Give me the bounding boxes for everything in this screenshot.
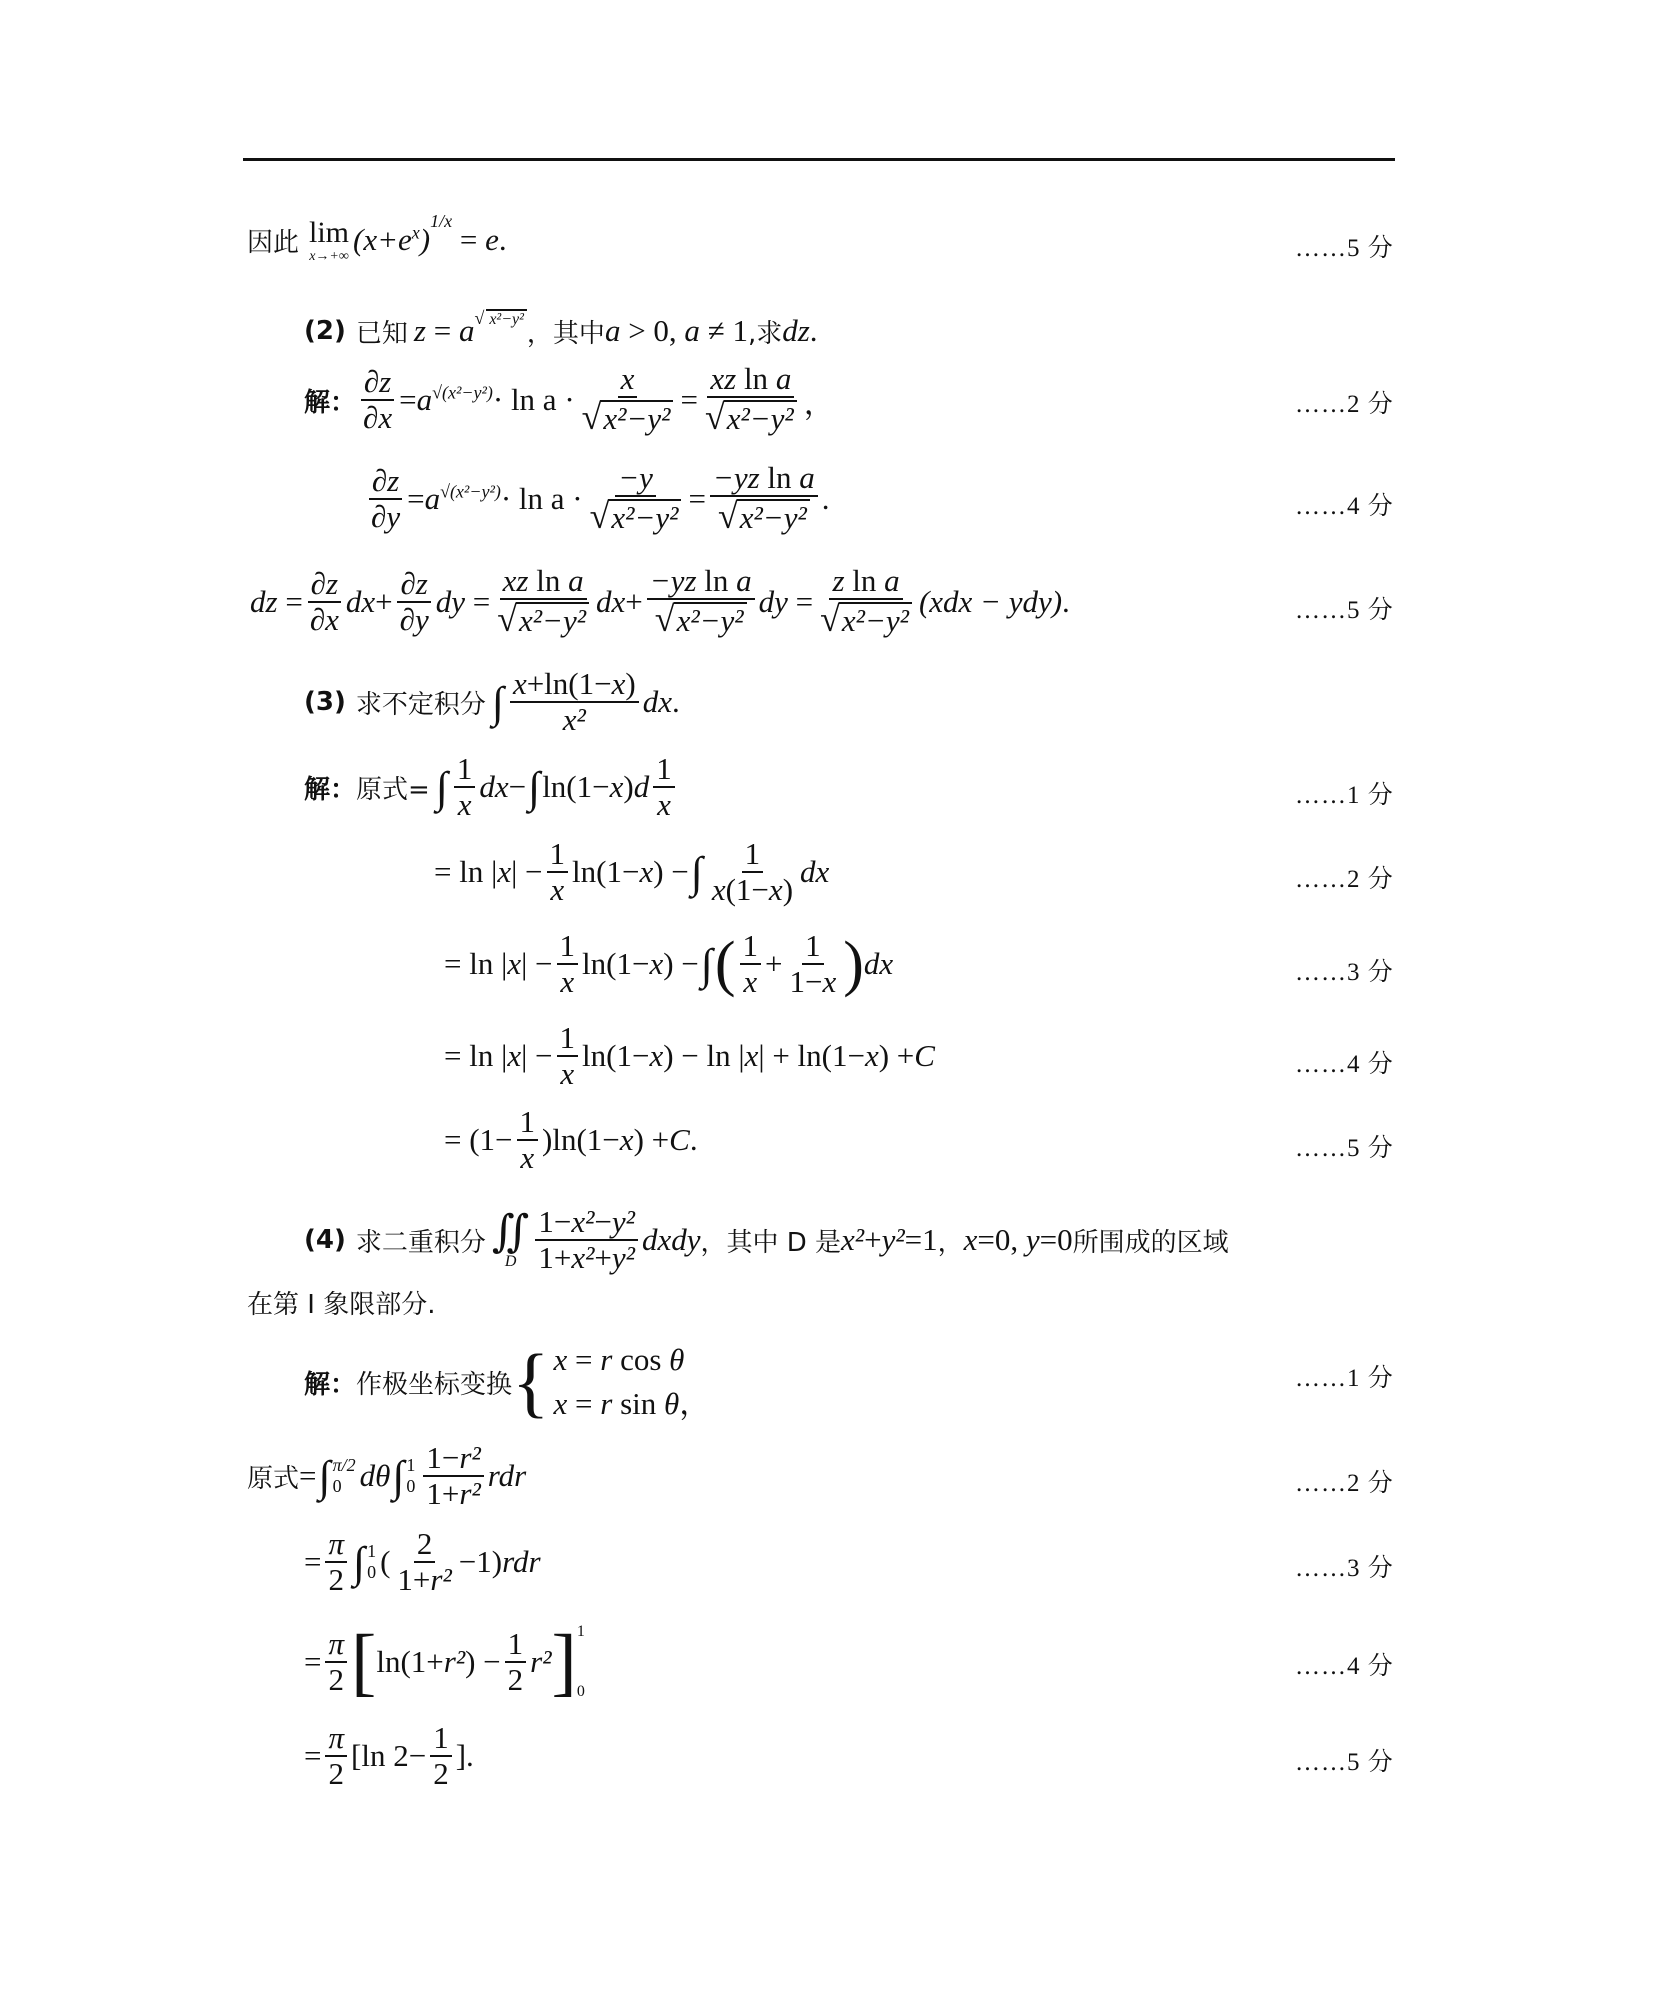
score-12: ……3 分: [1295, 1555, 1394, 1582]
limit-conclusion: 因此 lim x→+∞ $(x+e^x)^{1/x} = e$ .: [247, 210, 507, 264]
score-10: ……1 分: [1295, 1365, 1394, 1392]
solution-3-step4: = ln | x | − $\frac{1}{x}$ ln(1− x ) − ln | x | + ln(1− x ) + C: [444, 1019, 935, 1091]
solution-2-dzdy: $\frac{\partial z}{\partial y}$ = $a^{√(x^2-y^2)}$ · ln a · $\frac{-y}{\text{√x²−y²}}$ = $\frac{\text{−yz ln a}}{\text{√x²−y²}}$ .: [364, 457, 830, 541]
solution-3-step3: = ln | x | − $\frac{1}{x}$ ln(1− x ) − ∫ ( $\frac{1}{x}$ + $\frac{1}{1-x}$ ) dx: [444, 927, 894, 999]
score-5: ……1 分: [1295, 782, 1394, 809]
solution-4-step2: = $\frac{\pi}{2}$ ∫ 1 0 ( $\frac{2}{\text{1+r²}}$ −1) rdr: [304, 1525, 541, 1597]
header-rule: [243, 158, 1395, 161]
score-6: ……2 分: [1295, 866, 1394, 893]
solution-3-step2: = ln | x | − $\frac{1}{x}$ ln(1− x ) − ∫ $\frac{1}{x(1-x)}$ dx: [434, 835, 830, 907]
solution-3-step5: = (1− $\frac{1}{x}$ )ln(1− x ) + C .: [444, 1103, 698, 1175]
score-11: ……2 分: [1295, 1470, 1394, 1497]
score-2: ……2 分: [1295, 391, 1394, 418]
score-9: ……5 分: [1295, 1135, 1394, 1162]
solution-4-step1: 原式 = ∫ π/2 0 dθ ∫ 1 0 $\frac{\text{1−r²}}{\text{1+r²}}$ rdr: [247, 1439, 527, 1511]
score-1: ……5 分: [1295, 235, 1394, 262]
score-14: ……5 分: [1295, 1749, 1394, 1776]
solution-3-step1: 解： 原式= ∫ $\frac{1}{x}$ dx− ∫ ln(1− x ) d $\frac{1}{x}$: [304, 745, 679, 829]
score-7: ……3 分: [1295, 959, 1394, 986]
score-3: ……4 分: [1295, 493, 1394, 520]
problem-2: (2) 已知 $z = a^{√ x^2-y^2}$ ，其中 a > 0, a ≠ 1 ,求 dz .: [304, 307, 818, 349]
solution-2-dzdx: 解： $\frac{\partial z}{\partial x}$ = $a^{√(x^2-y^2)}$ · ln a · $\frac{x}{\text{√x²−y²}}$ = $\frac{\text{xz ln a}}{\text{√x²−y²}}$ ，: [304, 361, 835, 438]
score-8: ……4 分: [1295, 1051, 1394, 1078]
solution-4-step3: = $\frac{\pi}{2}$ [ ln(1+ r² ) − $\frac{1}{2}$ r² ] 1 0: [304, 1619, 585, 1704]
problem-4: (4) 求二重积分 ∬ D $\frac{\text{1−x²−y²}}{\text{1+x²+y²}}$ dxdy ，其中 D 是 x²+y²=1 ， x=0, y=0 所围成的区域: [304, 1203, 1229, 1275]
solution-4-transform: 解： 作极坐标变换 { x = r cos θ x = r sin θ，: [304, 1338, 711, 1425]
problem-4-cont: 在第 I 象限部分.: [247, 1289, 436, 1320]
score-4: ……5 分: [1295, 597, 1394, 624]
problem-3: (3) 求不定积分 ∫ $\frac{x+\ln(1-x)}{\text{x²}}$ dx .: [304, 665, 680, 737]
solution-4-step4: = $\frac{\pi}{2}$ [ln 2− $\frac{1}{2}$ ].: [304, 1719, 474, 1791]
score-13: ……4 分: [1295, 1653, 1394, 1680]
dz-total: dz = $\frac{\partial z}{\partial x}$ dx+ $\frac{\partial z}{\partial y}$ dy = $\frac{\text{xz ln a}}{\text{√x²−y²}}$ dx+ $\frac{\text{−yz ln a}}{\text{√x²−y²}}$ dy = $\frac{\text{z ln a}}{\text{√x²−y²}}$ (xdx − ydy) .: [250, 563, 1070, 640]
